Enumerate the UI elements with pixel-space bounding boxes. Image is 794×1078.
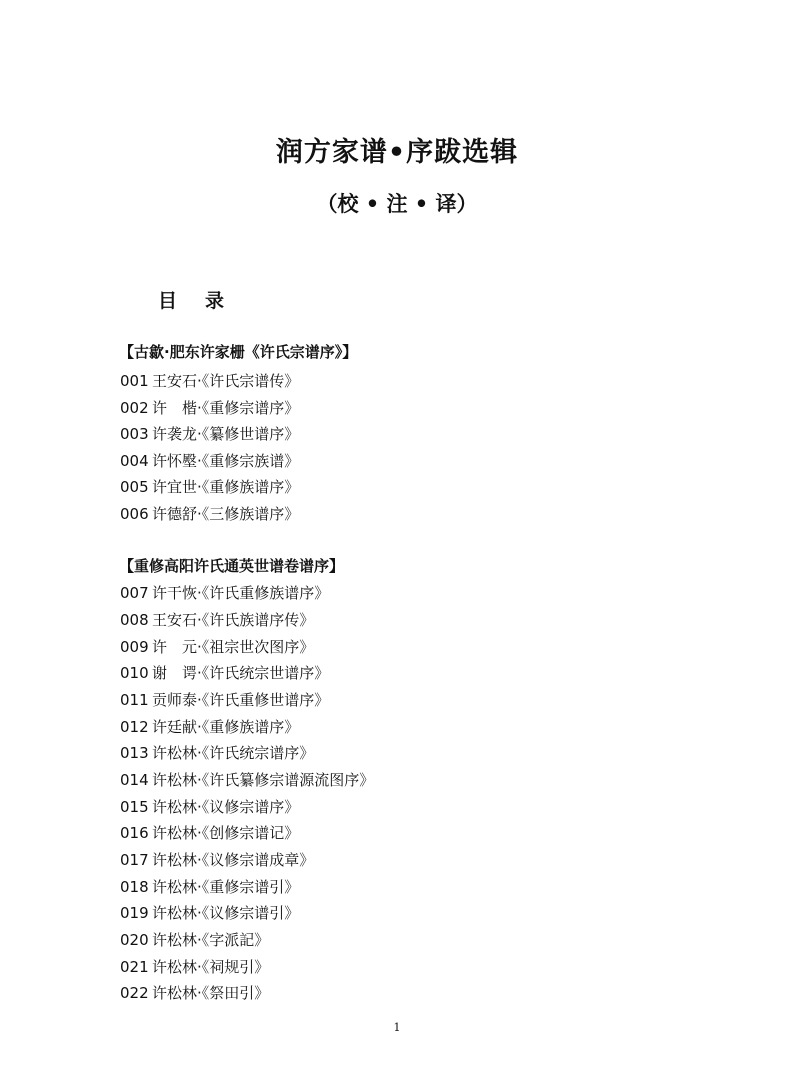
- entry-number: 013: [120, 744, 149, 762]
- entry-text: 许松林·《祠规引》: [152, 958, 270, 976]
- page-number: 1: [393, 1021, 401, 1034]
- entry-text: 许松林·《许氏纂修宗谱源流图序》: [152, 771, 375, 789]
- toc-entry: [120, 716, 299, 737]
- entry-text: 许松林·《议修宗谱成章》: [152, 851, 315, 869]
- toc-heading: [158, 286, 226, 313]
- entry-text: 王安石·《许氏族谱序传》: [152, 611, 315, 629]
- toc-heading-second: 录: [205, 290, 227, 312]
- section-heading-2: 【重修高阳许氏通英世谱卷谱序】: [119, 557, 345, 575]
- toc-entry: [120, 902, 299, 923]
- toc-entry: [120, 397, 299, 418]
- entry-text: 许干恢·《许氏重修族谱序》: [152, 584, 330, 602]
- toc-entry: [120, 609, 314, 630]
- entry-text: 许松林·《重修宗谱引》: [152, 878, 300, 896]
- toc-entry: [120, 423, 299, 444]
- toc-entry: [120, 982, 269, 1003]
- entry-text: 许松林·《议修宗谱引》: [152, 904, 300, 922]
- entry-text: 许怀壂·《重修宗族谱》: [152, 452, 300, 470]
- toc-heading-first: 目: [158, 290, 180, 312]
- toc-entry: [120, 742, 314, 763]
- entry-number: 017: [120, 851, 149, 869]
- toc-entry: [120, 822, 299, 843]
- toc-entry: [120, 370, 299, 391]
- toc-entry: [120, 636, 314, 657]
- entry-text: 许松林·《许氏统宗谱序》: [152, 744, 315, 762]
- document-subtitle: （校 • 注 • 译）: [316, 191, 478, 216]
- toc-entry: [120, 929, 269, 950]
- entry-number: 011: [120, 691, 149, 709]
- entry-number: 021: [120, 958, 149, 976]
- entry-text: 许 元·《祖宗世次图序》: [152, 638, 315, 656]
- toc-entry: [120, 503, 299, 524]
- entry-number: 014: [120, 771, 149, 789]
- entry-number: 015: [120, 798, 149, 816]
- entry-text: 许松林·《祭田引》: [152, 984, 270, 1002]
- entry-number: 008: [120, 611, 149, 629]
- entry-text: 谢 谔·《许氏统宗世谱序》: [152, 664, 330, 682]
- entry-number: 006: [120, 505, 149, 523]
- toc-entry: [120, 876, 299, 897]
- toc-entry: [120, 769, 374, 790]
- entry-number: 016: [120, 824, 149, 842]
- entry-number: 003: [120, 425, 149, 443]
- toc-entry: [120, 662, 329, 683]
- toc-entry: [120, 796, 299, 817]
- entry-number: 005: [120, 478, 149, 496]
- toc-entry: [120, 476, 299, 497]
- entry-number: 019: [120, 904, 149, 922]
- entry-text: 许松林·《议修宗谱序》: [152, 798, 300, 816]
- toc-entry: [120, 450, 299, 471]
- entry-number: 010: [120, 664, 149, 682]
- entry-number: 001: [120, 372, 149, 390]
- section-heading-1: 【古歙·肥东许家栅《许氏宗谱序》】: [119, 343, 358, 361]
- toc-entry: [120, 849, 314, 870]
- entry-text: 许宜世·《重修族谱序》: [152, 478, 300, 496]
- entry-text: 王安石·《许氏宗谱传》: [152, 372, 300, 390]
- entry-text: 贡师泰·《许氏重修世谱序》: [152, 691, 330, 709]
- toc-entry: [120, 689, 329, 710]
- entry-number: 022: [120, 984, 149, 1002]
- entry-number: 020: [120, 931, 149, 949]
- entry-number: 018: [120, 878, 149, 896]
- entry-number: 012: [120, 718, 149, 736]
- entry-text: 许松林·《创修宗谱记》: [152, 824, 300, 842]
- document-title: 润方家谱•序跋选辑: [275, 137, 519, 168]
- entry-number: 002: [120, 399, 149, 417]
- entry-number: 007: [120, 584, 149, 602]
- entry-number: 004: [120, 452, 149, 470]
- entry-text: 许松林·《字派記》: [152, 931, 270, 949]
- entry-text: 许德舒·《三修族谱序》: [152, 505, 300, 523]
- toc-entry: [120, 956, 269, 977]
- toc-entry: [120, 582, 329, 603]
- entry-text: 许廷献·《重修族谱序》: [152, 718, 300, 736]
- entry-text: 许袭龙·《纂修世谱序》: [152, 425, 300, 443]
- entry-number: 009: [120, 638, 149, 656]
- entry-text: 许 楷·《重修宗谱序》: [152, 399, 300, 417]
